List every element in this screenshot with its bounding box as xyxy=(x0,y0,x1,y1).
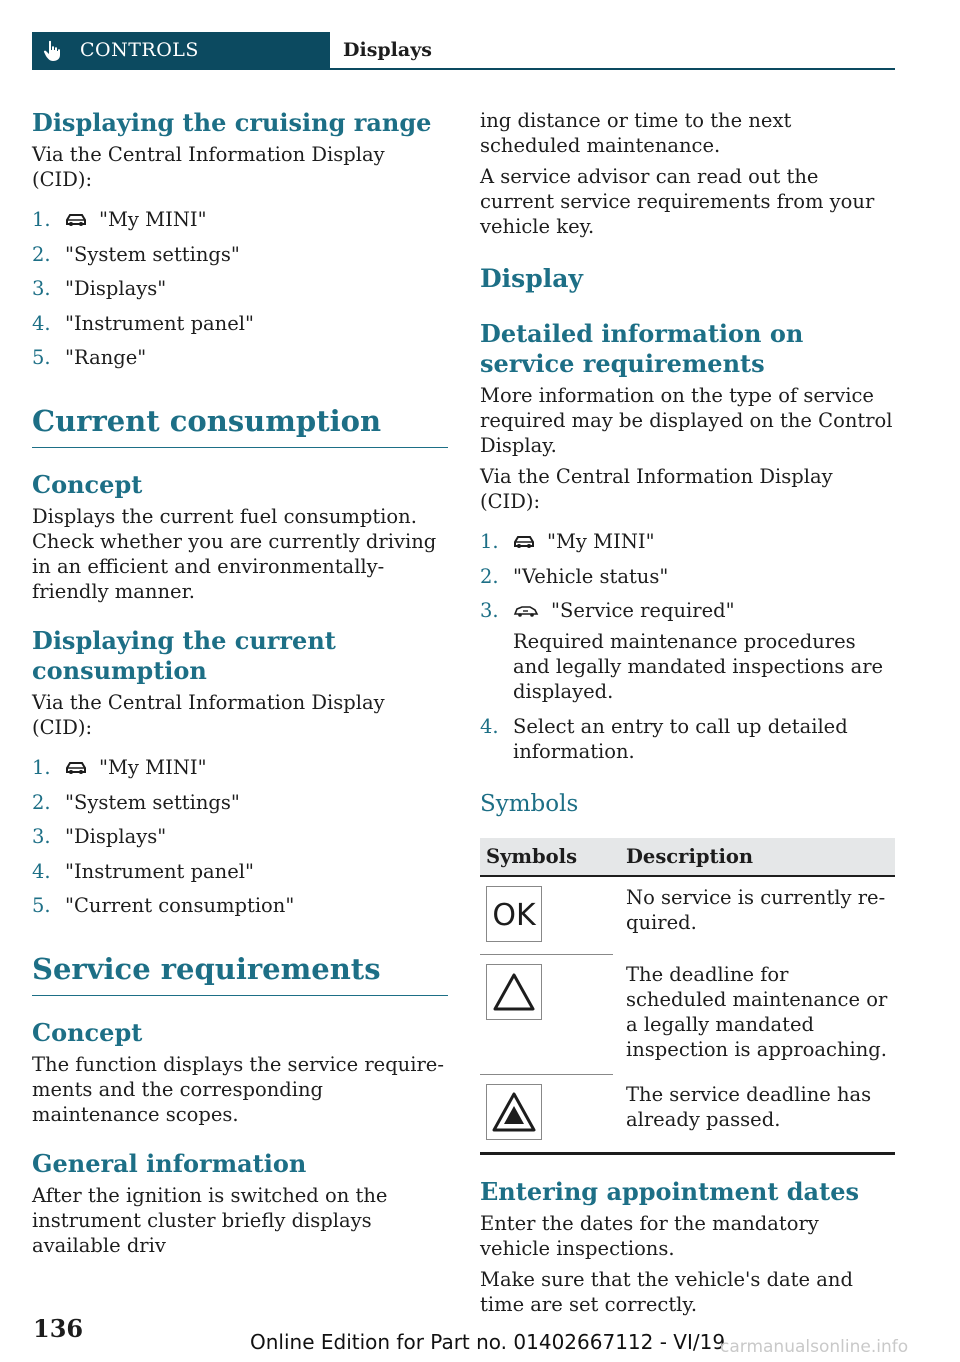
table-row xyxy=(480,954,895,1074)
section-tab xyxy=(32,32,330,70)
appointment-heading: Entering appointment dates xyxy=(480,1176,859,1206)
symbols-table xyxy=(480,838,895,1155)
cruising-intro: Via the Central Information Display (CID): xyxy=(32,143,385,191)
column-header-description: Description xyxy=(613,838,895,876)
warning-triangle-filled-icon xyxy=(486,1084,542,1140)
step-number: 4. xyxy=(32,859,51,883)
symbol-cell xyxy=(480,876,613,955)
continued-text: ing distance or time to the next scheduled maintenance. xyxy=(480,109,792,157)
step-number: 1. xyxy=(480,530,499,553)
section-label: CONTROLS xyxy=(80,39,199,61)
step-label: "My MINI" xyxy=(99,208,207,231)
list-item xyxy=(32,790,448,815)
list-item xyxy=(32,893,448,918)
step-number: 2. xyxy=(32,242,51,266)
step-label: "My MINI" xyxy=(99,756,207,779)
step-label: "System settings" xyxy=(65,242,240,266)
step-label: "Displays" xyxy=(65,825,167,848)
step-label: "System settings" xyxy=(65,790,240,814)
list-item xyxy=(480,529,895,554)
header-rule xyxy=(330,68,895,70)
step-label: "Service required" xyxy=(551,599,735,622)
list-item xyxy=(480,564,895,589)
current-consumption-heading: Current consumption xyxy=(32,403,448,448)
detailed-information-heading: Detailed information on service requirements xyxy=(480,319,804,378)
step-number: 5. xyxy=(32,894,51,917)
list-item xyxy=(32,755,448,780)
step-number: 2. xyxy=(480,564,499,588)
detailed-information-text: More information on the type of service required may be displayed on the Control Display. xyxy=(480,384,893,457)
display-consumption-heading: Displaying the current consumption xyxy=(32,626,336,685)
list-item xyxy=(32,276,448,301)
service-steps xyxy=(480,529,895,764)
svg-text:OK: OK xyxy=(492,897,536,933)
step-number: 4. xyxy=(32,311,51,335)
step-number: 1. xyxy=(32,208,51,231)
step-label: "My MINI" xyxy=(547,530,655,553)
table-row xyxy=(480,876,895,955)
list-item xyxy=(32,859,448,884)
symbol-cell xyxy=(480,1074,613,1153)
general-information-text: After the ignition is switched on the instrument cluster briefly displays available driv xyxy=(32,1184,388,1257)
description-cell: The service deadline has already passed. xyxy=(626,1083,872,1131)
ok-icon xyxy=(486,886,542,942)
list-item xyxy=(480,598,895,704)
consumption-steps xyxy=(32,755,448,918)
warning-triangle-outline-icon xyxy=(486,964,542,1020)
service-intro: Via the Central Information Display (CID): xyxy=(480,465,833,513)
table-header-row xyxy=(480,838,895,876)
step-label: "Vehicle status" xyxy=(513,564,669,588)
service-advisor-text: A service advisor can read out the current service requirements from your vehicle key. xyxy=(480,165,875,238)
appointment-text: Enter the dates for the mandatory vehicle inspections. xyxy=(480,1211,819,1260)
step-label: "Current consumption" xyxy=(65,894,295,917)
right-column xyxy=(480,100,895,1317)
page-header xyxy=(32,32,895,70)
car-icon xyxy=(513,535,535,549)
service-requirements-heading: Service requirements xyxy=(32,951,448,996)
step-number: 4. xyxy=(480,714,499,738)
list-item xyxy=(32,311,448,336)
concept-heading: Concept xyxy=(32,470,143,499)
page-number: 136 xyxy=(33,1314,84,1343)
display-heading: Display xyxy=(480,264,583,293)
list-item xyxy=(32,242,448,267)
edition-footer: Online Edition for Part no. 01402667112 - VI/19 xyxy=(250,1330,726,1354)
consumption-intro: Via the Central Information Display (CID): xyxy=(32,691,385,739)
concept-text: Displays the current fuel consumption. Check whether you are currently driving in an efficient and environmentally-friendly manner. xyxy=(32,505,437,603)
step-number: 2. xyxy=(32,790,51,814)
description-cell: No service is currently required. xyxy=(626,885,886,934)
general-information-heading: General information xyxy=(32,1149,307,1178)
step-number: 3. xyxy=(32,825,51,848)
column-header-symbols: Symbols xyxy=(480,838,613,876)
cruising-range-heading: Displaying the cruising range xyxy=(32,108,432,137)
step-label: "Range" xyxy=(65,346,147,369)
step-number: 3. xyxy=(480,599,499,622)
symbols-heading: Symbols xyxy=(480,790,579,817)
cruising-steps xyxy=(32,207,448,370)
description-cell: The deadline for scheduled maintenance or a legally mandated inspection is approaching. xyxy=(626,963,888,1061)
step-label: "Instrument panel" xyxy=(65,311,254,335)
service-concept-text: The function displays the service requirements and the corresponding maintenance scopes. xyxy=(32,1053,444,1126)
car-icon xyxy=(65,213,87,227)
car-icon xyxy=(65,761,87,775)
table-row xyxy=(480,1074,895,1153)
datetime-text: Make sure that the vehicle's date and time are set correctly. xyxy=(480,1267,853,1316)
list-item xyxy=(32,345,448,370)
step-3-detail: Required maintenance procedures and legally mandated inspections are displayed. xyxy=(513,630,884,703)
watermark: carmanualsonline.info xyxy=(720,1337,909,1357)
step-number: 1. xyxy=(32,756,51,779)
service-car-icon xyxy=(513,604,539,618)
list-item xyxy=(32,207,448,232)
step-label: Select an entry to call up detailed information. xyxy=(513,714,848,763)
step-number: 3. xyxy=(32,277,51,300)
list-item xyxy=(32,824,448,849)
left-column xyxy=(32,100,448,1258)
chapter-label: Displays xyxy=(343,39,432,61)
hand-pointer-icon xyxy=(42,40,62,62)
symbol-cell xyxy=(480,954,613,1074)
step-label: "Instrument panel" xyxy=(65,859,254,883)
step-label: "Displays" xyxy=(65,277,167,300)
service-concept-heading: Concept xyxy=(32,1018,143,1047)
step-number: 5. xyxy=(32,346,51,369)
list-item xyxy=(480,714,895,764)
